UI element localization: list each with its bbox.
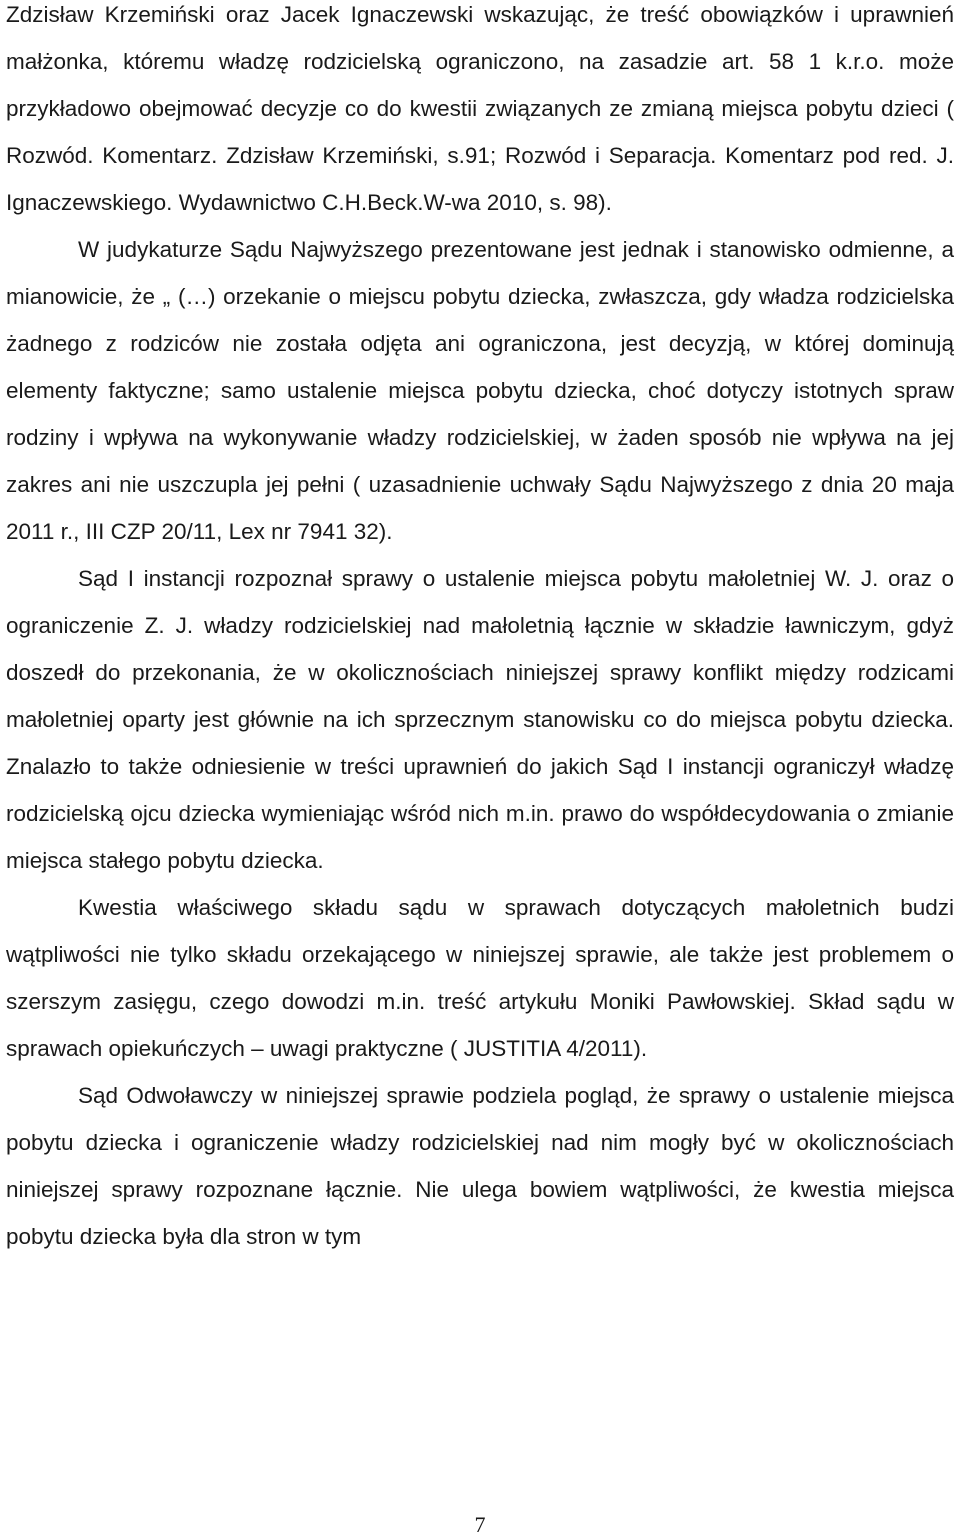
paragraph-sad-i-instancji: Sąd I instancji rozpoznał sprawy o ustalenie miejsca pobytu małoletniej W. J. oraz o ograniczenie Z. J. władzy rodzicielskiej nad małoletnią łącznie w składzie ławniczym, gdyż doszedł do przekonania, że w okolicznościach niniejszej sprawy konflikt między rodzicami małoletniej oparty jest głównie na ich sprzecznym stanowisku co do miejsca pobytu dziecka. Znalazło to także odniesienie w treści uprawnień do jakich Sąd I instancji ograniczył władzę rodzicielską ojcu dziecka wymieniając wśród nich m.in. prawo do współdecydowania o zmianie miejsca stałego pobytu dziecka. [6,566,954,873]
paragraph-judykatura-sn: W judykaturze Sądu Najwyższego prezentowane jest jednak i stanowisko odmienne, a mianowicie, że „ (…) orzekanie o miejscu pobytu dziecka, zwłaszcza, gdy władza rodzicielska żadnego z rodziców nie została odjęta ani ograniczona, jest decyzją, w której dominują elementy faktyczne; samo ustalenie miejsca pobytu dziecka, choć dotyczy istotnych spraw rodziny i wpływa na wykonywanie władzy rodzicielskiej, w żaden sposób nie wpływa na jej zakres ani nie uszczupla jej pełni ( uzasadnienie uchwały Sądu Najwyższego z dnia 20 maja 2011 r., III CZP 20/11, Lex nr 7941 32). [6,237,954,544]
paragraph-kwestia-skladu: Kwestia właściwego składu sądu w sprawach dotyczących małoletnich budzi wątpliwości nie tylko składu orzekającego w niniejszej sprawie, ale także jest problemem o szerszym zasięgu, czego dowodzi m.in. treść artykułu Moniki Pawłowskiej. Skład sądu w sprawach opiekuńczych – uwagi praktyczne ( JUSTITIA 4/2011). [6,895,954,1061]
paragraph-krzeminski-ignaczewski: Zdzisław Krzemiński oraz Jacek Ignaczewski wskazując, że treść obowiązków i uprawnień małżonka, któremu władzę rodzicielską ograniczono, na zasadzie art. 58 1 k.r.o. może przykładowo obejmować decyzje co do kwestii związanych ze zmianą miejsca pobytu dzieci ( Rozwód. Komentarz. Zdzisław Krzemiński, s.91; Rozwód i Separacja. Komentarz pod red. J. Ignaczewskiego. Wydawnictwo C.H.Beck.W-wa 2010, s. 98). [6,2,954,215]
document-page [6,0,954,1260]
page-number: 7 [474,1512,486,1537]
paragraph-sad-odwolawczy: Sąd Odwoławczy w niniejszej sprawie podziela pogląd, że sprawy o ustalenie miejsca pobytu dziecka i ograniczenie władzy rodzicielskiej nad nim mogły być w okolicznościach niniejszej sprawy rozpoznane łącznie. Nie ulega bowiem wątpliwości, że kwestia miejsca pobytu dziecka była dla stron w tym [6,1083,954,1249]
